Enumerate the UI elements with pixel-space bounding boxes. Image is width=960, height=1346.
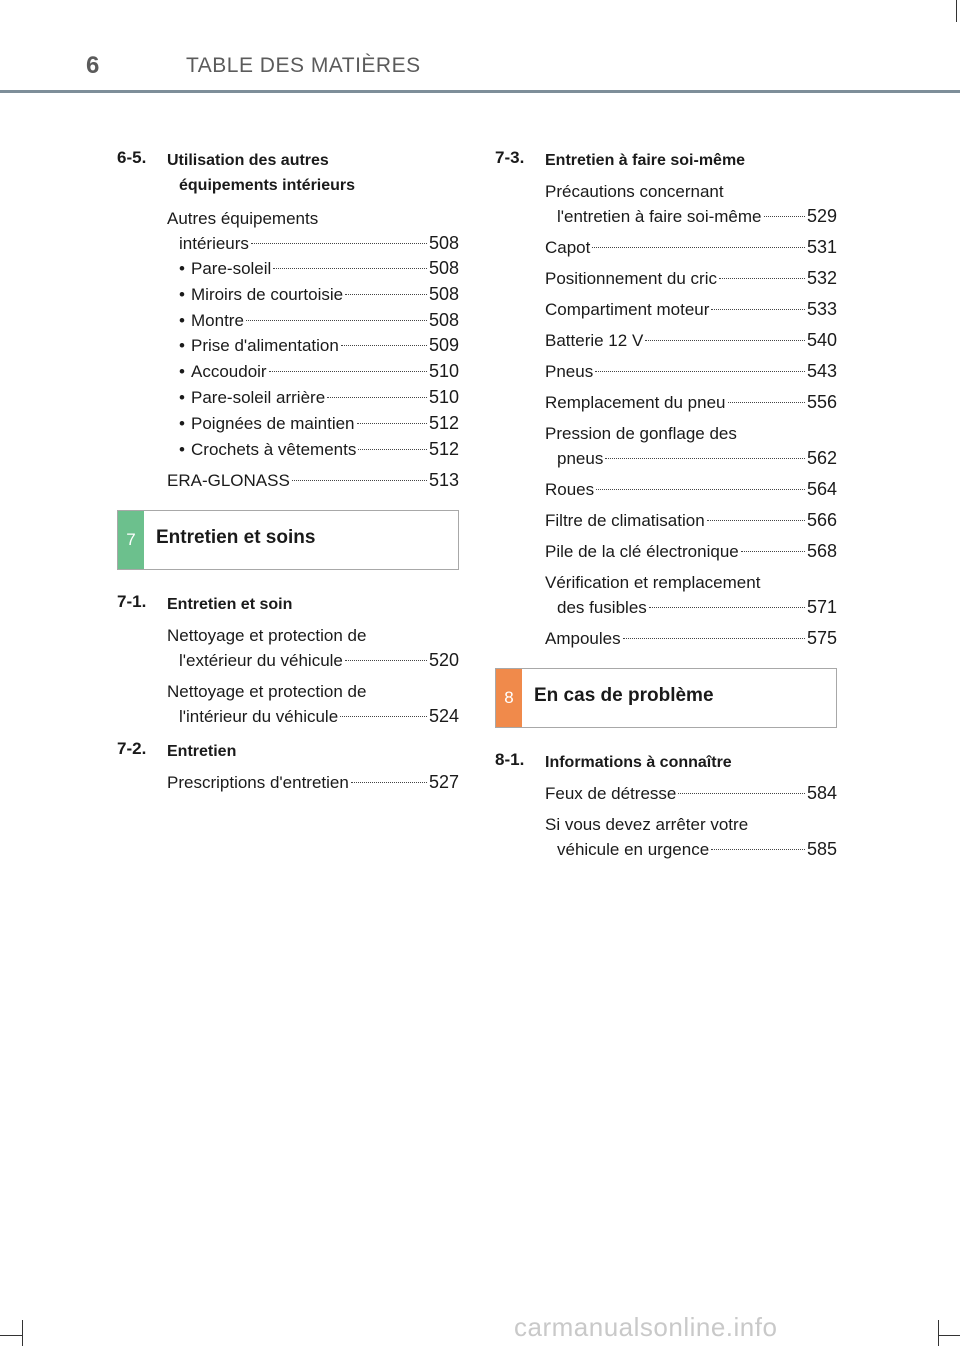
toc-entry[interactable]: Autres équipements intérieurs 508 <box>167 206 459 256</box>
bullet-icon: • <box>179 336 185 356</box>
chapter-title: Entretien et soins <box>156 527 316 549</box>
header-rule <box>0 90 960 93</box>
toc-entry[interactable]: Nettoyage et protection de l'extérieur du véhicule 520 <box>167 626 459 671</box>
bullet-icon: • <box>179 362 185 382</box>
toc-subentry[interactable]: • Pare-soleil arrière 510 <box>179 385 459 411</box>
bullet-icon: • <box>179 310 185 330</box>
toc-right-column <box>495 148 837 862</box>
section-heading <box>117 148 459 198</box>
chapter-tab: 8 <box>496 669 522 727</box>
crop-mark <box>938 1335 960 1336</box>
bullet-icon: • <box>179 284 185 304</box>
toc-entry[interactable]: Précautions concernant l'entretien à faire soi-même 529 <box>545 182 837 226</box>
section-heading: 7-3. Entretien à faire soi-même <box>495 148 746 169</box>
bullet-icon: • <box>179 387 185 407</box>
toc-entry[interactable]: Pneus 543 <box>545 361 837 381</box>
crop-mark <box>956 0 957 22</box>
page-title: TABLE DES MATIÈRES <box>186 54 421 77</box>
toc-subentry[interactable]: • Miroirs de courtoisie 508 <box>179 282 459 308</box>
leader-dots <box>251 243 427 244</box>
toc-subentry[interactable]: • Pare-soleil 508 <box>179 256 459 282</box>
toc-entry[interactable]: Pression de gonflage des pneus 562 <box>545 424 837 468</box>
toc-subentry[interactable]: • Poignées de maintien 512 <box>179 411 459 437</box>
toc-subentry[interactable]: • Crochets à vêtements 512 <box>179 437 459 463</box>
toc-entry[interactable]: Nettoyage et protection de l'intérieur du véhicule 524 <box>167 682 459 727</box>
section-title: Utilisation des autres équipements intérieurs <box>167 152 356 194</box>
section-heading: 8-1. Informations à connaître <box>495 750 732 771</box>
toc-entry[interactable]: Filtre de climatisation 566 <box>545 510 837 530</box>
section-number: 6-5. <box>117 148 147 167</box>
chapter-title: En cas de problème <box>534 685 714 706</box>
toc-subentry[interactable]: • Montre 508 <box>179 308 459 334</box>
toc-entry[interactable]: Pile de la clé électronique 568 <box>545 541 837 561</box>
toc-entry[interactable]: Compartiment moteur 533 <box>545 299 837 319</box>
crop-mark <box>938 1320 939 1346</box>
crop-mark <box>22 1320 23 1346</box>
toc-entry[interactable]: Prescriptions d'entretien 527 <box>167 772 459 793</box>
section-heading: 7-1. Entretien et soin <box>117 592 293 614</box>
toc-entry[interactable]: Capot 531 <box>545 237 837 257</box>
toc-subentry[interactable]: • Accoudoir 510 <box>179 359 459 385</box>
chapter-banner-7[interactable] <box>117 510 459 570</box>
toc-entry[interactable]: Si vous devez arrêter votre véhicule en urgence 585 <box>545 815 837 859</box>
bullet-icon: • <box>179 259 185 278</box>
chapter-banner-8[interactable] <box>495 668 837 728</box>
watermark: carmanualsonline.info <box>514 1312 778 1342</box>
toc-entry[interactable]: Remplacement du pneu 556 <box>545 392 837 412</box>
toc-entry[interactable]: Vérification et remplacement des fusibles 571 <box>545 573 837 617</box>
toc-entry[interactable]: Feux de détresse 584 <box>545 783 837 803</box>
bullet-icon: • <box>179 413 185 433</box>
page-number: 6 <box>86 52 100 79</box>
chapter-tab: 7 <box>118 511 144 569</box>
bullet-icon: • <box>179 439 185 459</box>
toc-subentry[interactable]: • Prise d'alimentation 509 <box>179 333 459 359</box>
crop-mark <box>0 1335 22 1336</box>
section-heading: 7-2. Entretien <box>117 739 237 761</box>
toc-entry[interactable]: Batterie 12 V 540 <box>545 330 837 350</box>
toc-entry[interactable]: Positionnement du cric 532 <box>545 268 837 288</box>
page-ref: 508 <box>428 233 459 253</box>
toc-entry[interactable]: ERA-GLONASS 513 <box>167 470 459 491</box>
toc-entry[interactable]: Ampoules 575 <box>545 628 837 648</box>
page-header <box>0 0 960 92</box>
toc-entry[interactable]: Roues 564 <box>545 479 837 499</box>
toc-left-column <box>117 148 459 795</box>
